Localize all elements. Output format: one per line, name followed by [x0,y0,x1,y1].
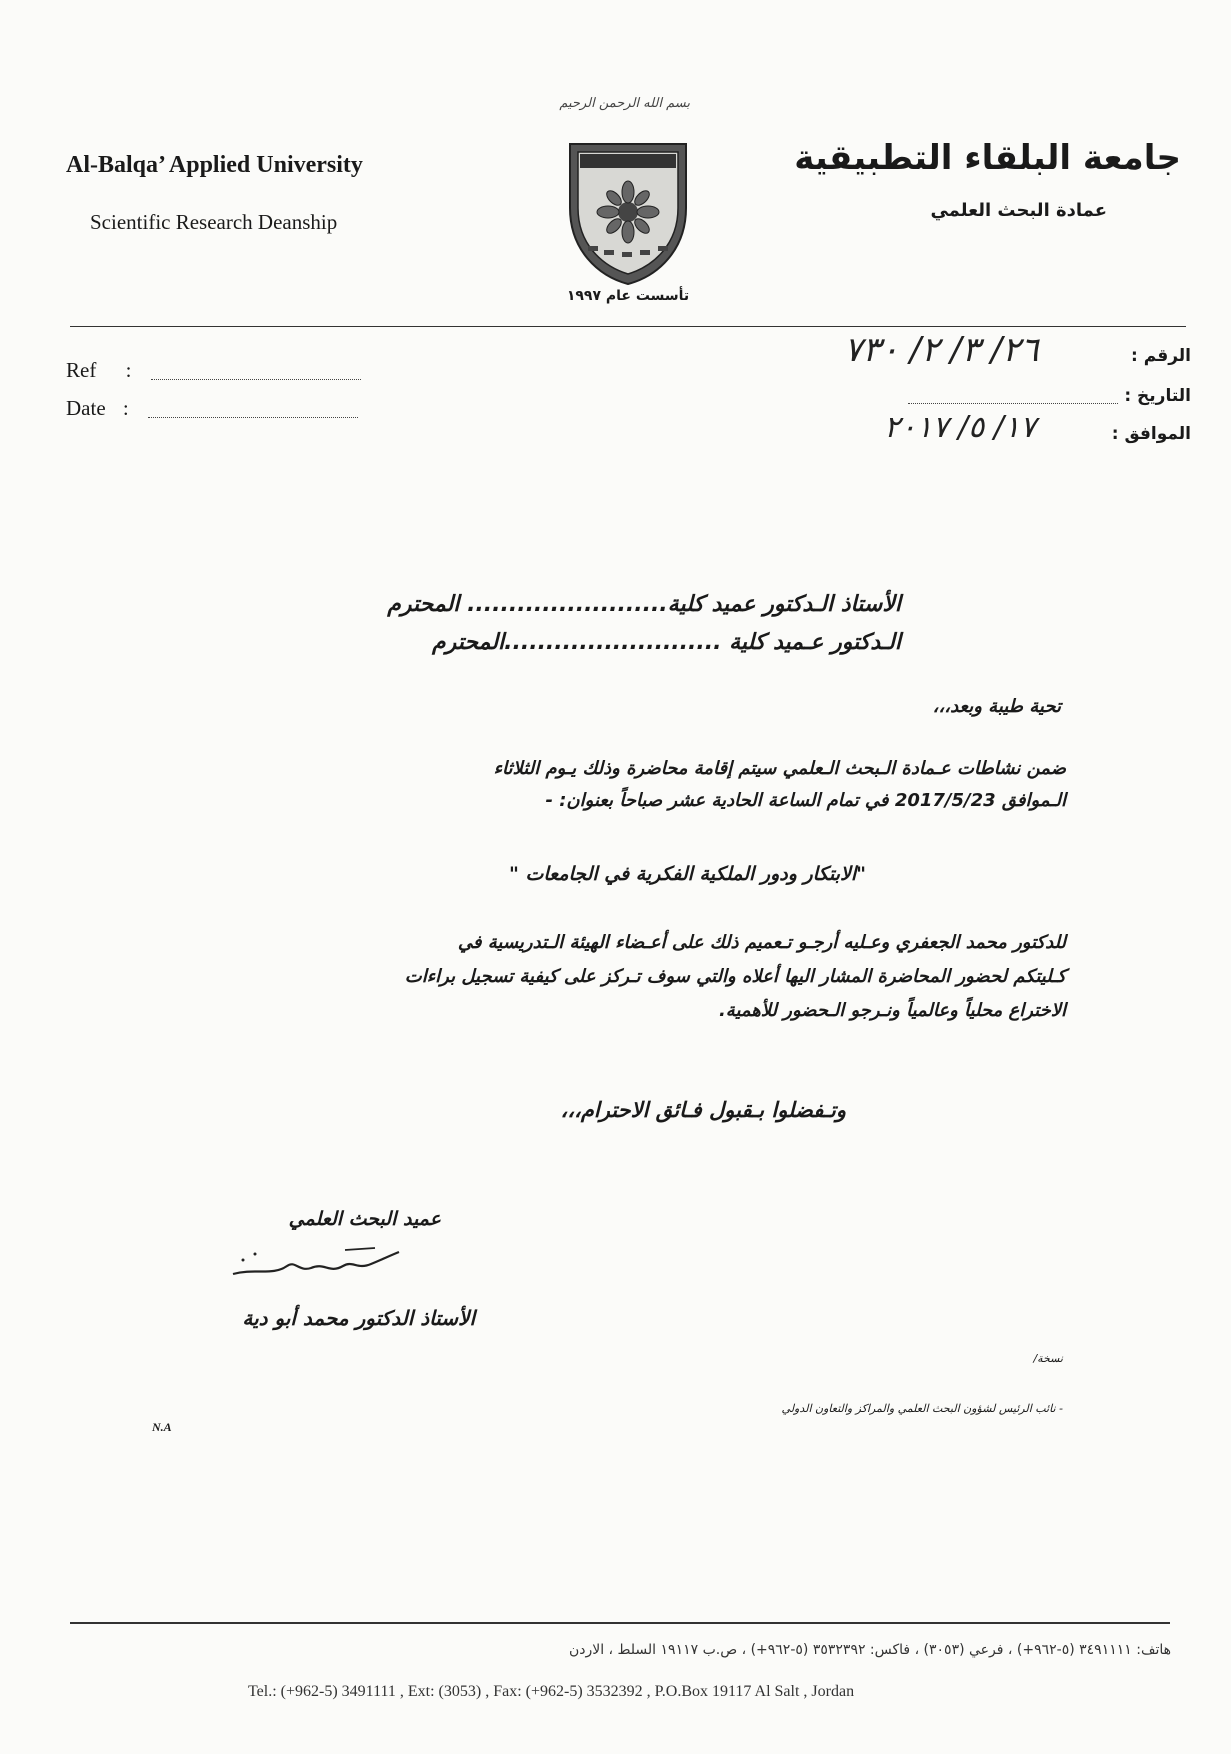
header-divider [70,326,1186,327]
paragraph-2-line-3: الاختراع محلياً وعالمياً ونـرجو الـحضور للأهمية. [718,1000,1066,1021]
university-name-arabic: جامعة البلقاء التطبيقية [794,138,1181,178]
date-label: Date [66,396,106,420]
date-ar-label: التاريخ : [1124,386,1191,406]
addressee-line-2: الـدكتور عـميد كلية ..........................المحترم [432,630,901,655]
corresponding-label: الموافق : [1111,424,1191,444]
footer-contact-english: Tel.: (+962-5) 3491111 , Ext: (3053) , Fax: (+962-5) 3532392 , P.O.Box 19117 Al Salt , Jordan [248,1683,855,1700]
lecture-title: "الابتكار ودور الملكية الفكرية في الجامعات " [508,863,866,885]
ref-colon: : [125,358,132,382]
date-dotted-line [148,417,358,418]
corresponding-field [1112,424,1191,444]
handwritten-signature-icon [225,1246,405,1286]
deanship-name-english: Scientific Research Deanship [90,210,338,234]
founded-year: تأسست عام ١٩٩٧ [566,288,690,304]
basmala: بسم الله الرحمن الرحيم [559,96,690,111]
corresponding-handwritten-value: ١٧/ ٥/ ٢٠١٧ [884,410,1037,445]
addressee-line-1: الأستاذ الـدكتور عميد كلية........................ المحترم [387,592,901,617]
paragraph-1-line-2: الـموافق 2017/5/23 في تمام الساعة الحادية عشر صباحاً بعنوان: - [545,790,1066,811]
date-ar-dotted-line [908,403,1118,404]
cc-recipient: - نائب الرئيس لشؤون البحث العلمي والمراكز والتعاون الدولي [781,1402,1063,1415]
date-field [66,396,358,421]
paragraph-1-line-1: ضمن نشاطات عـمادة الـبحث الـعلمي سيتم إقامة محاضرة وذلك يـوم الثلاثاء [493,758,1066,779]
closing-line: وتـفضلوا بـقبول فـائق الاحترام،،، [560,1098,846,1122]
footer-divider [70,1622,1170,1624]
ref-dotted-line [151,379,361,380]
footer-contact-arabic: هاتف: ٣٤٩١١١١ (٥-٩٦٢+) ، فرعي (٣٠٥٣) ، فاكس: ٣٥٣٢٣٩٢ (٥-٩٦٢+) ، ص.ب ١٩١١٧ السلط ، الاردن [568,1642,1171,1658]
number-field [1131,346,1191,366]
number-label: الرقم : [1131,346,1191,366]
university-seal-icon [566,138,690,288]
ref-field [66,358,361,383]
typist-initials: N.A [152,1420,172,1434]
date-ar-field [908,386,1191,406]
paragraph-2-line-1: للدكتور محمد الجعفري وعـليه أرجـو تـعميم ذلك على أعـضاء الهيئة الـتدريسية في [457,932,1066,953]
signatory-name: الأستاذ الدكتور محمد أبو دية [242,1306,475,1330]
signature-title: عميد البحث العلمي [288,1208,441,1230]
number-handwritten-value: ٢٦/ ٣/ ٢/ ٧٣٠ [844,330,1039,370]
paragraph-2-line-2: كـليتكم لحضور المحاضرة المشار اليها أعلاه والتي سوف تـركز على كيفية تسجيل براءات [404,966,1066,987]
date-colon: : [122,396,129,420]
deanship-name-arabic: عمادة البحث العلمي [930,200,1107,221]
cc-label: نسخة/ [1033,1352,1063,1365]
greeting: تحية طيبة وبعد،،، [932,696,1061,717]
university-name-english: Al-Balqa’ Applied University [66,152,363,178]
ref-label: Ref [66,358,97,382]
